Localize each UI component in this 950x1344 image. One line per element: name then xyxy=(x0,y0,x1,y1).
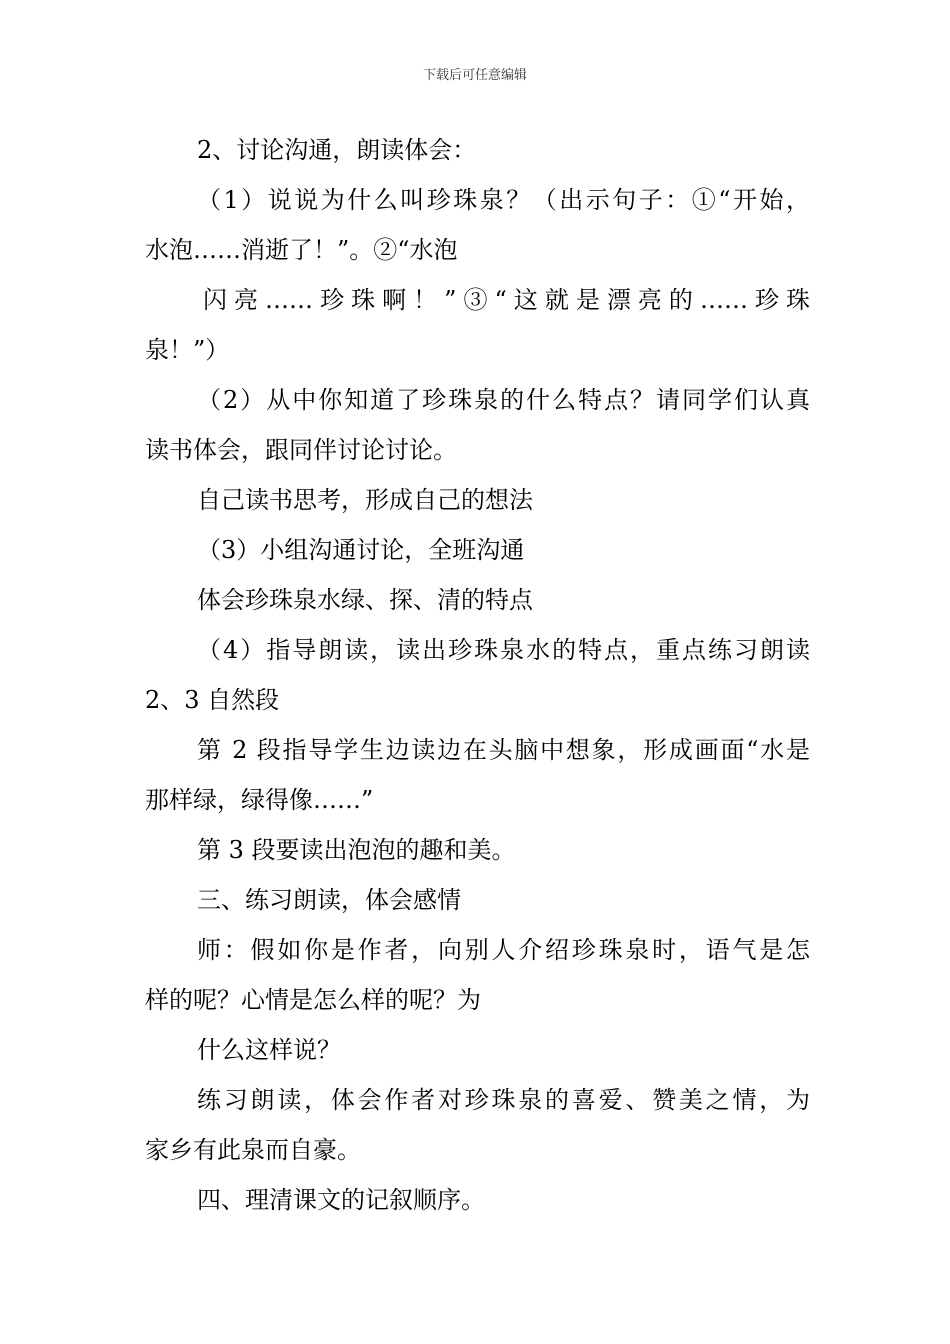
text-line: 读书体会，跟同伴讨论讨论。 xyxy=(145,436,457,464)
text-line: 样的呢？心情是怎么样的呢？为 xyxy=(145,986,481,1014)
page-header: 下载后可任意编辑 xyxy=(422,68,527,83)
text-line: （1）说说为什么叫珍珠泉？（出示句子：①“开始， xyxy=(197,186,810,214)
text-line: 家乡有此泉而自豪。 xyxy=(145,1136,361,1164)
text-line: 第 3 段要读出泡泡的趣和美。 xyxy=(197,836,516,864)
text-line: 2、3 自然段 xyxy=(145,686,280,714)
text-line: 泉！”） xyxy=(145,336,230,364)
text-line: 水泡……消逝了！”。②“水泡 xyxy=(145,236,458,264)
text-line: 练习朗读，体会作者对珍珠泉的喜爱、赞美之情，为 xyxy=(197,1086,810,1114)
text-line: 师：假如你是作者，向别人介绍珍珠泉时，语气是怎 xyxy=(197,936,810,964)
text-line: （3）小组沟通讨论，全班沟通 xyxy=(197,536,525,564)
text-line: 2、讨论沟通，朗读体会： xyxy=(197,136,477,164)
text-line: （4）指导朗读，读出珍珠泉水的特点，重点练习朗读 xyxy=(197,636,810,664)
text-line: 什么这样说？ xyxy=(197,1036,341,1064)
text-line: 那样绿，绿得像……” xyxy=(145,786,374,814)
text-line: 闪亮……珍珠啊！”③“这就是漂亮的……珍珠 xyxy=(203,286,810,314)
text-line: 三、练习朗读，体会感情 xyxy=(197,886,461,914)
text-line: 四、理清课文的记叙顺序。 xyxy=(197,1186,485,1214)
text-line: 第 2 段指导学生边读边在头脑中想象，形成画面“水是 xyxy=(197,736,810,764)
text-line: （2）从中你知道了珍珠泉的什么特点？请同学们认真 xyxy=(197,386,810,414)
text-line: 自己读书思考，形成自己的想法 xyxy=(197,486,533,514)
text-line: 体会珍珠泉水绿、探、清的特点 xyxy=(197,586,533,614)
